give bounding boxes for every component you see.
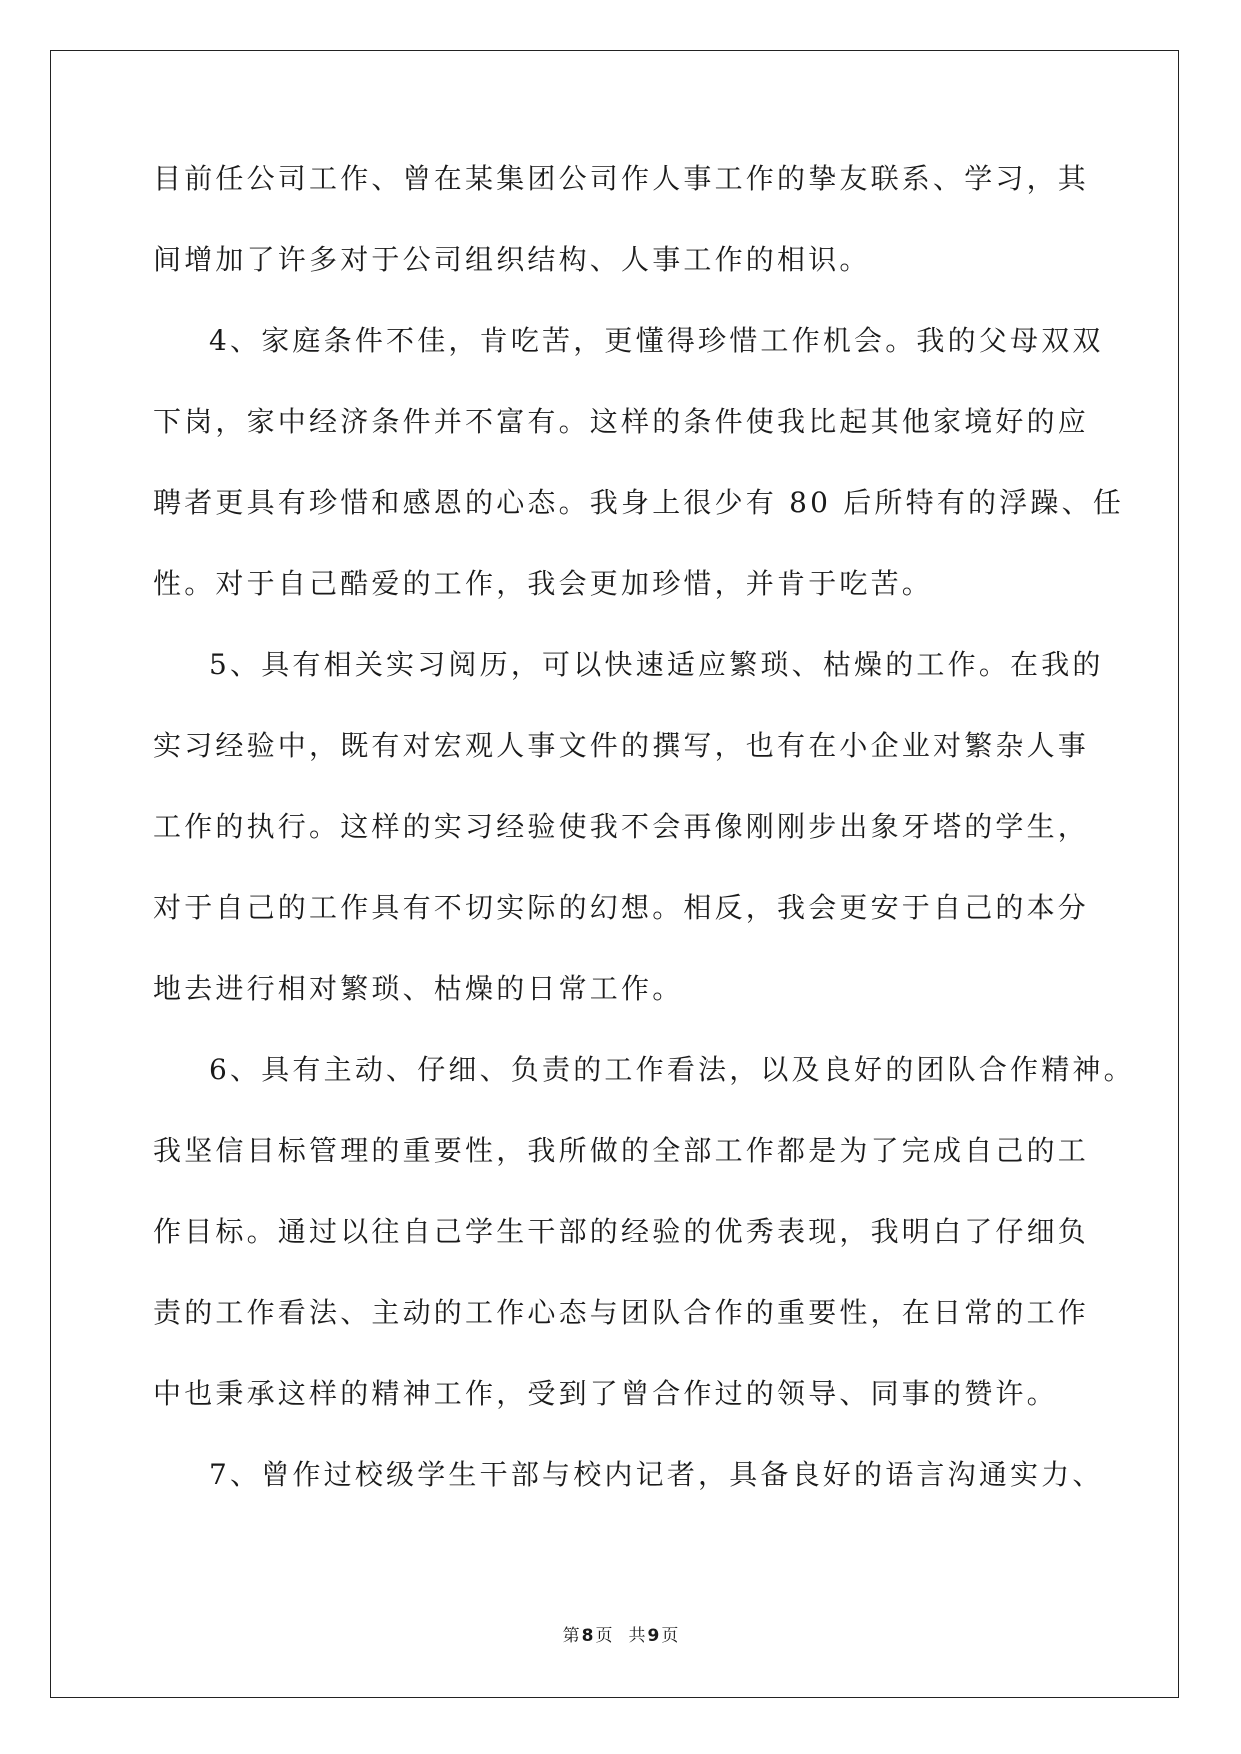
text-line: 地去进行相对繁琐、枯燥的日常工作。	[153, 972, 684, 1005]
text-line: 5、具有相关实习阅历，可以快速适应繁琐、枯燥的工作。在我的	[209, 648, 1104, 681]
page-footer	[0, 1621, 1241, 1646]
text-line: 实习经验中，既有对宏观人事文件的撰写，也有在小企业对繁杂人事	[153, 729, 1090, 762]
text-line: 作目标。通过以往自己学生干部的经验的优秀表现，我明白了仔细负	[153, 1215, 1090, 1248]
text-line: 目前任公司工作、曾在某集团公司作人事工作的挚友联系、学习，其	[153, 162, 1090, 195]
footer-total-suffix: 页	[661, 1626, 679, 1646]
footer-prefix: 第	[562, 1626, 580, 1646]
text-line: 对于自己的工作具有不切实际的幻想。相反，我会更安于自己的本分	[153, 891, 1090, 924]
text-line: 我坚信目标管理的重要性，我所做的全部工作都是为了完成自己的工	[153, 1134, 1090, 1167]
text-line: 7、曾作过校级学生干部与校内记者，具备良好的语言沟通实力、	[209, 1458, 1104, 1491]
footer-total-prefix: 共	[628, 1626, 646, 1646]
document-body	[153, 162, 1135, 1542]
text-line: 4、家庭条件不佳，肯吃苦，更懂得珍惜工作机会。我的父母双双	[209, 324, 1104, 357]
text-line: 下岗，家中经济条件并不富有。这样的条件使我比起其他家境好的应	[153, 405, 1090, 438]
text-line: 聘者更具有珍惜和感恩的心态。我身上很少有 80 后所特有的浮躁、任	[153, 486, 1125, 519]
text-line: 责的工作看法、主动的工作心态与团队合作的重要性，在日常的工作	[153, 1296, 1090, 1329]
total-pages-number: 9	[647, 1626, 660, 1646]
current-page-number: 8	[581, 1626, 594, 1646]
text-line: 6、具有主动、仔细、负责的工作看法，以及良好的团队合作精神。	[209, 1053, 1135, 1086]
text-line: 中也秉承这样的精神工作，受到了曾合作过的领导、同事的赞许。	[153, 1377, 1058, 1410]
text-line: 工作的执行。这样的实习经验使我不会再像刚刚步出象牙塔的学生，	[153, 810, 1090, 843]
text-line: 间增加了许多对于公司组织结构、人事工作的相识。	[153, 243, 871, 276]
footer-page-word: 页	[595, 1626, 613, 1646]
text-line: 性。对于自己酷爱的工作，我会更加珍惜，并肯于吃苦。	[153, 567, 934, 600]
